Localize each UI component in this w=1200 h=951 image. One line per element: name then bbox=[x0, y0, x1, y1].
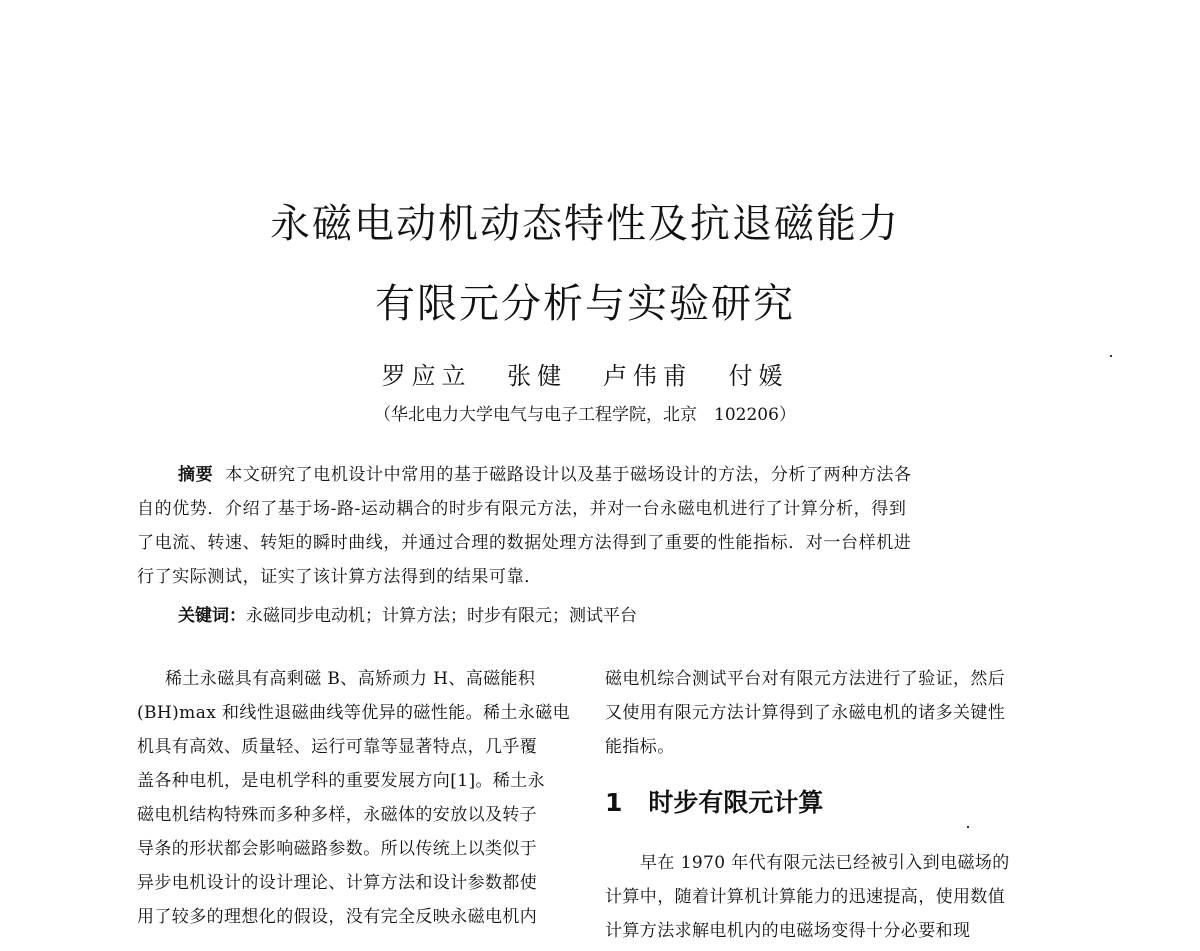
author-name: 卢伟甫 bbox=[602, 362, 693, 390]
abstract-line: 行了实际测试，证实了该计算方法得到的结果可靠． bbox=[137, 567, 542, 587]
body-line: 异步电机设计的设计理论、计算方法和设计参数都使 bbox=[137, 873, 538, 893]
abstract-line bbox=[178, 458, 1078, 492]
body-line: 导条的形状都会影响磁路参数。所以传统上以类似于 bbox=[137, 839, 538, 859]
body-line: 计算方法求解电机内的电磁场变得十分必要和现 bbox=[605, 921, 971, 941]
body-line: 能指标。 bbox=[605, 737, 675, 757]
section-title: 时步有限元计算 bbox=[648, 788, 824, 817]
keywords bbox=[178, 601, 637, 626]
abstract-label: 摘要 bbox=[178, 465, 214, 485]
author-name: 罗应立 bbox=[381, 362, 472, 390]
body-line: 盖各种电机，是电机学科的重要发展方向[1]。稀土永 bbox=[137, 771, 546, 791]
abstract-text: 本文研究了电机设计中常用的基于磁路设计以及基于磁场设计的方法，分析了两种方法各 bbox=[225, 465, 912, 485]
scan-speck bbox=[967, 826, 969, 828]
paper-title-line-1: 永磁电动机动态特性及抗退磁能力 bbox=[270, 201, 900, 247]
keywords-text: 永磁同步电动机；计算方法；时步有限元；测试平台 bbox=[246, 606, 637, 626]
body-line: 计算中，随着计算机计算能力的迅速提高，使用数值 bbox=[605, 887, 1006, 907]
body-line: 磁电机结构特殊而多种多样，永磁体的安放以及转子 bbox=[137, 805, 538, 825]
author-name: 付媛 bbox=[728, 362, 789, 390]
body-line: 稀土永磁具有高剩磁 B、高矫顽力 H、高磁能积 bbox=[165, 669, 536, 689]
affiliation: （华北电力大学电气与电子工程学院，北京 102206） bbox=[374, 405, 796, 425]
author-name: 张健 bbox=[507, 362, 568, 390]
body-line: 早在 1970 年代有限元法已经被引入到电磁场的 bbox=[640, 853, 1010, 873]
abstract-line: 自的优势．介绍了基于场-路-运动耦合的时步有限元方法，并对一台永磁电机进行了计算分析，得到 bbox=[137, 499, 907, 519]
section-number: 1 bbox=[605, 788, 623, 817]
body-line: 又使用有限元方法计算得到了永磁电机的诸多关键性 bbox=[605, 703, 1006, 723]
paper-title-line-2: 有限元分析与实验研究 bbox=[375, 281, 795, 327]
keywords-label: 关键词： bbox=[178, 606, 246, 626]
body-line: 磁电机综合测试平台对有限元方法进行了验证，然后 bbox=[605, 669, 1006, 689]
section-heading bbox=[605, 783, 823, 819]
scan-speck bbox=[1110, 355, 1112, 357]
author-list bbox=[0, 356, 1170, 391]
abstract-line: 了电流、转速、转矩的瞬时曲线，并通过合理的数据处理方法得到了重要的性能指标．对一台样机进 bbox=[137, 533, 912, 553]
body-line: 机具有高效、质量轻、运行可靠等显著特点，几乎覆 bbox=[137, 737, 538, 757]
body-line: 用了较多的理想化的假设，没有完全反映永磁电机内 bbox=[137, 907, 538, 927]
body-line: (BH)max 和线性退磁曲线等优异的磁性能。稀土永磁电 bbox=[137, 703, 571, 723]
